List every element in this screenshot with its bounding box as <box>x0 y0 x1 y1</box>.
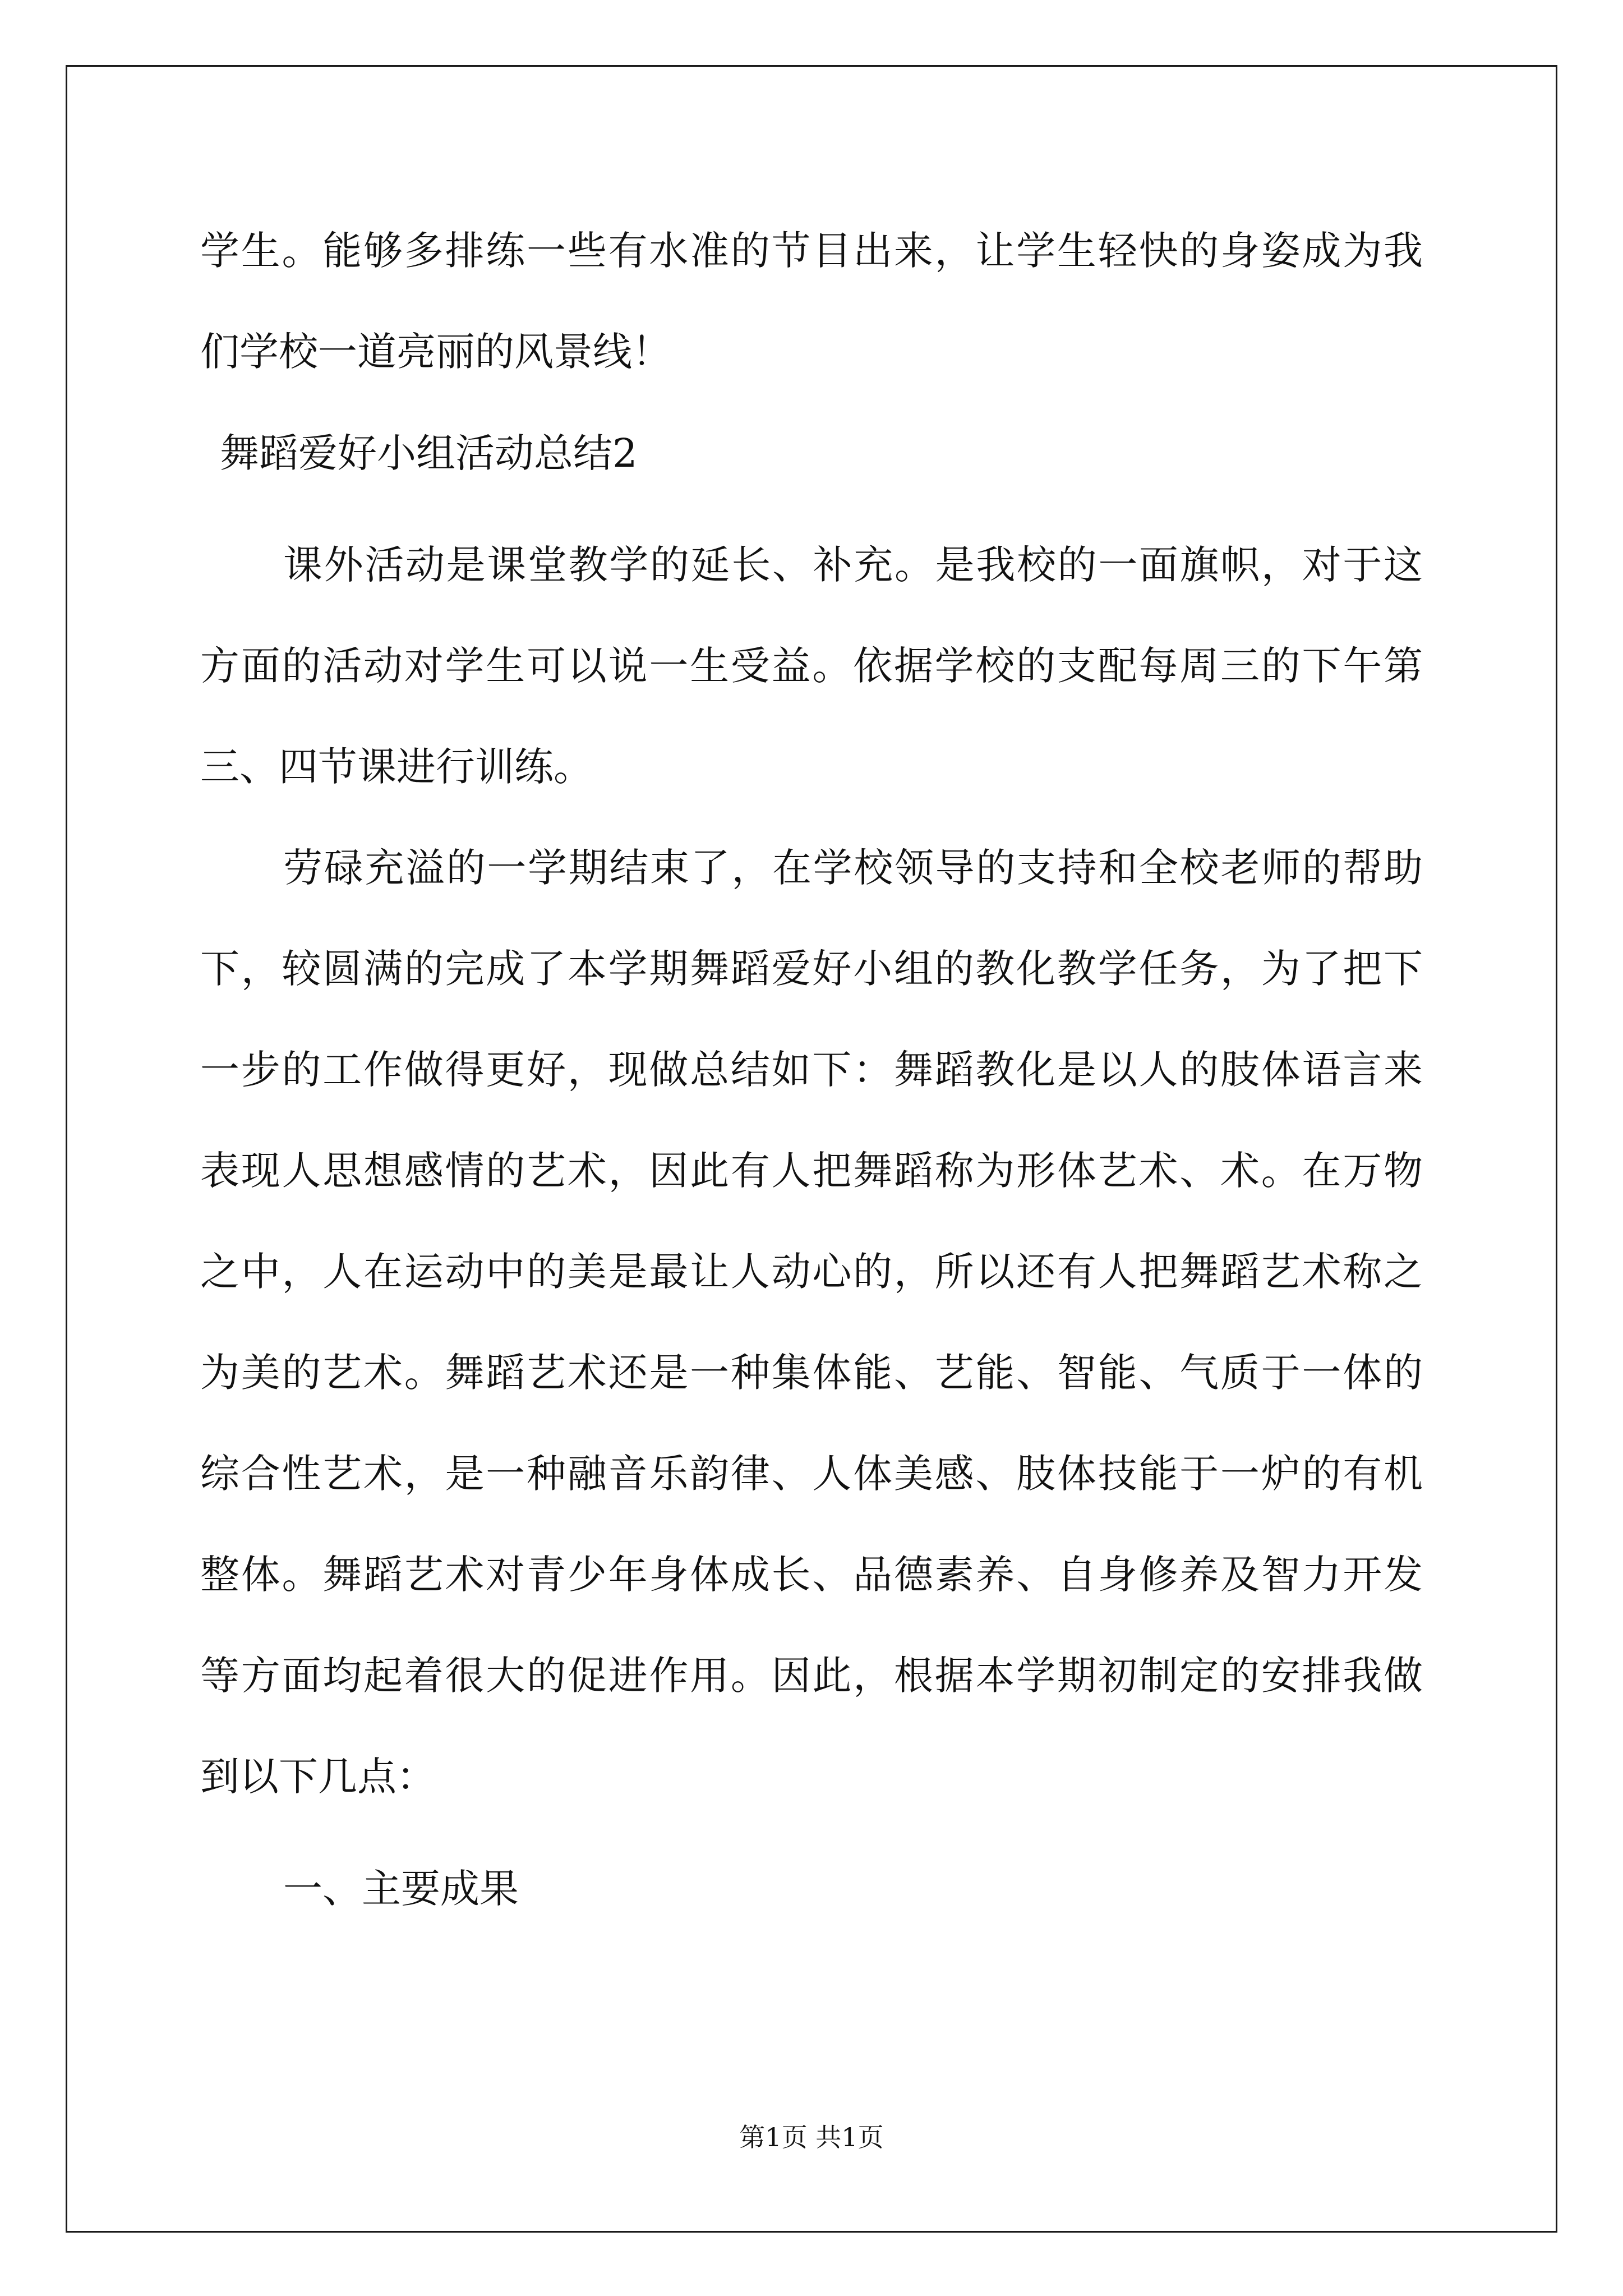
section-heading: 舞蹈爱好小组活动总结2 <box>220 430 638 476</box>
paragraph-line: 等方面均起着很大的促进作用。因此，根据本学期初制定的安排我做 <box>200 1653 1423 1699</box>
paragraph-line: 一步的工作做得更好，现做总结如下：舞蹈教化是以人的肢体语言来 <box>200 1047 1423 1093</box>
paragraph-line: 综合性艺术，是一种融音乐韵律、人体美感、肢体技能于一炉的有机 <box>200 1451 1423 1497</box>
paragraph-line: 整体。舞蹈艺术对青少年身体成长、品德素养、自身修养及智力开发 <box>200 1552 1423 1598</box>
paragraph-line: 三、四节课进行训练。 <box>200 744 593 790</box>
paragraph-line: 到以下几点： <box>200 1754 436 1800</box>
paragraph-line: 课外活动是课堂教学的延长、补充。是我校的一面旗帜，对于这 <box>283 542 1423 588</box>
paragraph-line: 为美的艺术。舞蹈艺术还是一种集体能、艺能、智能、气质于一体的 <box>200 1350 1423 1396</box>
paragraph-line: 之中，人在运动中的美是最让人动心的，所以还有人把舞蹈艺术称之 <box>200 1249 1423 1295</box>
page-footer: 第1页 共1页 <box>739 2122 884 2152</box>
paragraph-line: 方面的活动对学生可以说一生受益。依据学校的支配每周三的下午第 <box>200 643 1423 689</box>
paragraph-line: 表现人思想感情的艺术，因此有人把舞蹈称为形体艺术、术。在万物 <box>200 1148 1423 1194</box>
paragraph-line: 学生。能够多排练一些有水准的节目出来，让学生轻快的身姿成为我 <box>200 228 1423 274</box>
paragraph-line: 下，较圆满的完成了本学期舞蹈爱好小组的教化教学任务，为了把下 <box>200 946 1423 992</box>
section-heading: 一、主要成果 <box>283 1866 519 1912</box>
paragraph-line: 们学校一道亮丽的风景线！ <box>200 329 671 375</box>
paragraph-line: 劳碌充溢的一学期结束了，在学校领导的支持和全校老师的帮助 <box>283 845 1423 891</box>
